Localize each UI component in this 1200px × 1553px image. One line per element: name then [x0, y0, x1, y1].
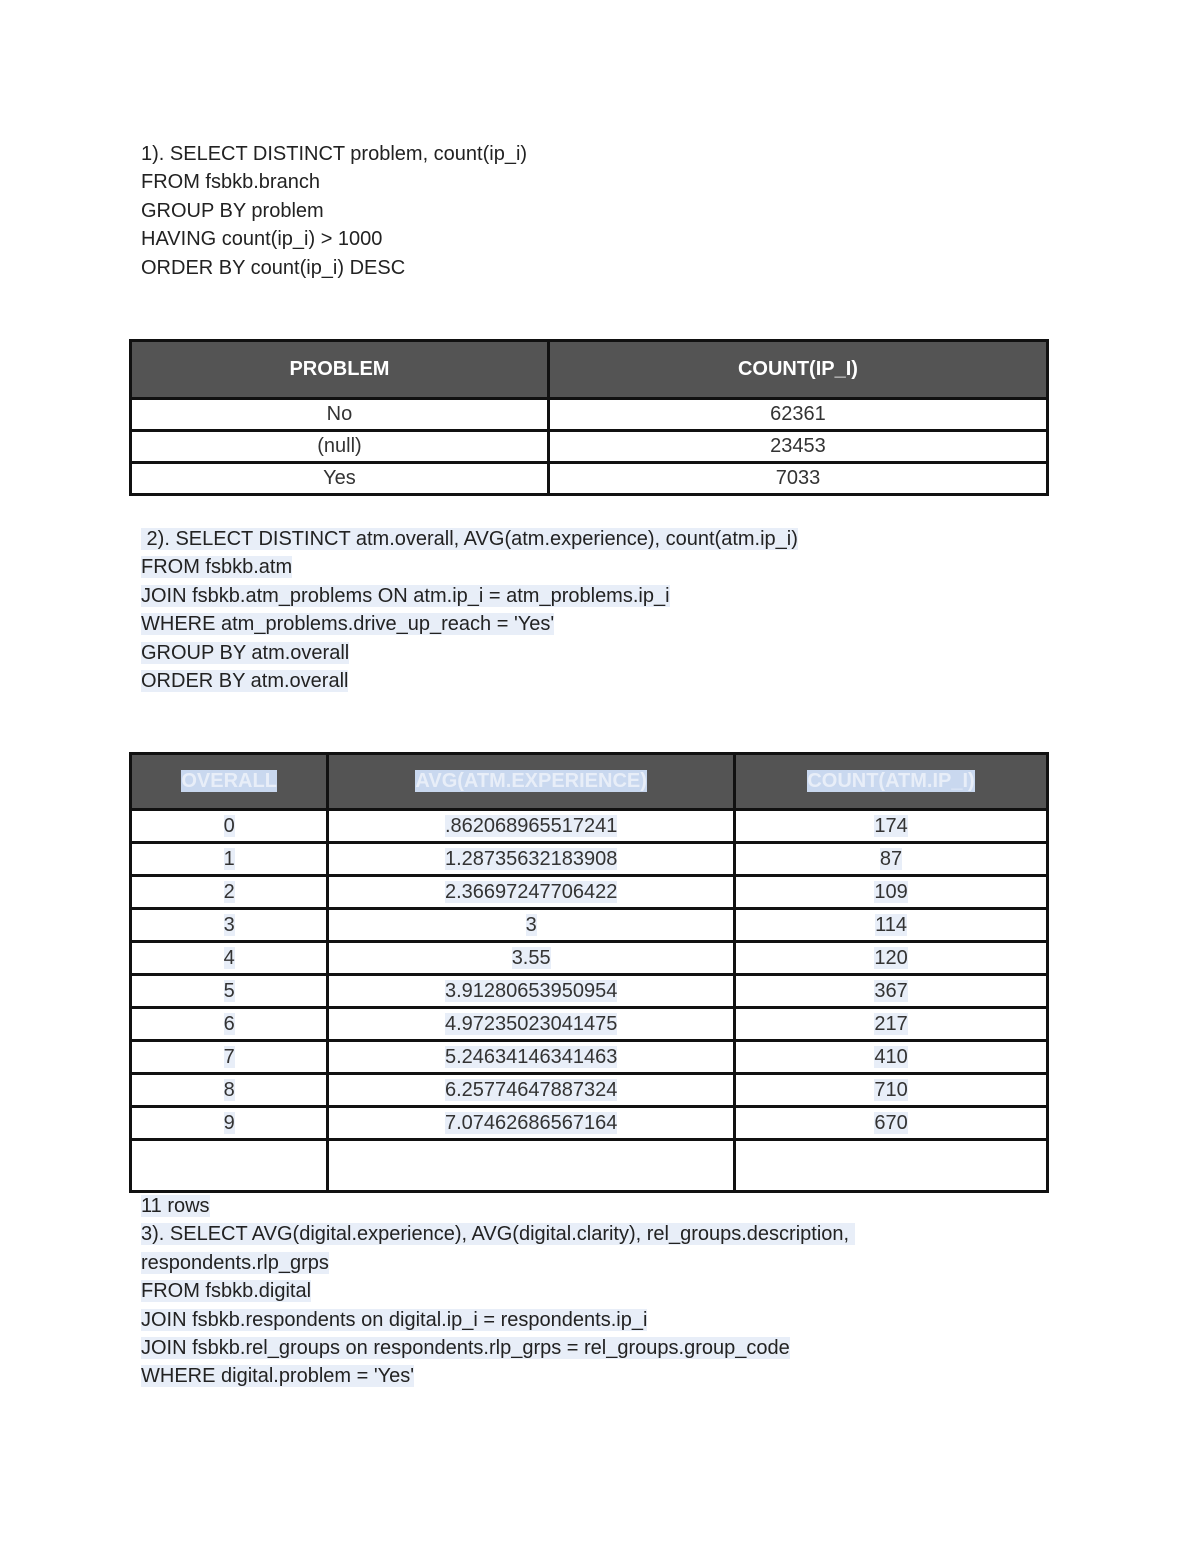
query-3-line: JOIN fsbkb.respondents on digital.ip_i = respondents.ip_i	[141, 1308, 648, 1331]
query-3-text	[141, 1192, 855, 1391]
table-cell: 3.91280653950954	[328, 975, 735, 1008]
table-cell: No	[131, 399, 549, 431]
table-header: AVG(ATM.EXPERIENCE)	[328, 754, 735, 810]
query-3-line: FROM fsbkb.digital	[141, 1280, 312, 1303]
query-2-line: WHERE atm_problems.drive_up_reach = 'Yes'	[141, 613, 555, 636]
table-cell: 410	[735, 1041, 1048, 1074]
table-row	[131, 1008, 1048, 1041]
table-row	[131, 431, 1048, 463]
table-cell: 2	[131, 876, 328, 909]
query-1-text	[141, 140, 527, 282]
table-header: COUNT(IP_I)	[548, 341, 1047, 399]
table-row	[131, 1074, 1048, 1107]
table-row	[131, 876, 1048, 909]
table-cell: 6	[131, 1008, 328, 1041]
query-3-line: WHERE digital.problem = 'Yes'	[141, 1365, 415, 1388]
query-2-line: 2). SELECT DISTINCT atm.overall, AVG(atm.experience), count(atm.ip_i)	[141, 528, 798, 550]
table-header: COUNT(ATM.IP_I)	[735, 754, 1048, 810]
table-cell: 1	[131, 843, 328, 876]
table-row	[131, 1041, 1048, 1074]
table-cell: 109	[735, 876, 1048, 909]
table-cell: 174	[735, 810, 1048, 843]
table-row	[131, 975, 1048, 1008]
query-3-line: respondents.rlp_grps	[141, 1251, 329, 1274]
query-1-line: GROUP BY problem	[141, 199, 324, 222]
table-cell: 9	[131, 1107, 328, 1140]
query-1-line: 1). SELECT DISTINCT problem, count(ip_i)	[141, 143, 528, 165]
table-cell: Yes	[131, 463, 549, 495]
table-row	[131, 1107, 1048, 1140]
table-cell: 0	[131, 810, 328, 843]
atm-overall-table	[129, 752, 1049, 1193]
table-row	[131, 942, 1048, 975]
query-2-line: JOIN fsbkb.atm_problems ON atm.ip_i = atm_problems.ip_i	[141, 584, 670, 607]
query-1-line: HAVING count(ip_i) > 1000	[141, 228, 383, 251]
query-3-line: 3). SELECT AVG(digital.experience), AVG(digital.clarity), rel_groups.description,	[141, 1223, 855, 1246]
table-cell: 217	[735, 1008, 1048, 1041]
query-1-line: FROM fsbkb.branch	[141, 171, 320, 194]
table-row	[131, 909, 1048, 942]
table-cell: (null)	[131, 431, 549, 463]
query-1-line: ORDER BY count(ip_i) DESC	[141, 256, 406, 279]
table-cell: 3	[131, 909, 328, 942]
table-row	[131, 399, 1048, 431]
table-row	[131, 463, 1048, 495]
table-cell: 710	[735, 1074, 1048, 1107]
table-cell: 6.25774647887324	[328, 1074, 735, 1107]
table-cell: 670	[735, 1107, 1048, 1140]
query-2-line: FROM fsbkb.atm	[141, 556, 293, 579]
table-cell: 87	[735, 843, 1048, 876]
table-cell: 7033	[548, 463, 1047, 495]
table-header: OVERALL	[131, 754, 328, 810]
query-2-text	[141, 525, 798, 695]
row-count-label: 11 rows	[141, 1195, 210, 1217]
table-cell: 3.55	[328, 942, 735, 975]
query-2-line: ORDER BY atm.overall	[141, 669, 349, 692]
table-cell: 23453	[548, 431, 1047, 463]
table-row	[131, 810, 1048, 843]
table-header: PROBLEM	[131, 341, 549, 399]
table-row-empty	[131, 1140, 1048, 1192]
table-cell: 367	[735, 975, 1048, 1008]
table-cell: 5.24634146341463	[328, 1041, 735, 1074]
table-cell	[735, 1140, 1048, 1192]
table-cell: 2.36697247706422	[328, 876, 735, 909]
table-row	[131, 843, 1048, 876]
table-cell: 7.07462686567164	[328, 1107, 735, 1140]
table-cell	[328, 1140, 735, 1192]
table-cell: 4.97235023041475	[328, 1008, 735, 1041]
table-cell: 62361	[548, 399, 1047, 431]
problem-count-table	[129, 339, 1049, 496]
table-cell: .862068965517241	[328, 810, 735, 843]
table-cell: 114	[735, 909, 1048, 942]
table-cell: 4	[131, 942, 328, 975]
query-2-line: GROUP BY atm.overall	[141, 641, 350, 664]
table-cell	[131, 1140, 328, 1192]
table-cell: 3	[328, 909, 735, 942]
query-3-line: JOIN fsbkb.rel_groups on respondents.rlp_grps = rel_groups.group_code	[141, 1336, 790, 1359]
table-cell: 5	[131, 975, 328, 1008]
table-cell: 7	[131, 1041, 328, 1074]
table-cell: 8	[131, 1074, 328, 1107]
table-cell: 120	[735, 942, 1048, 975]
table-cell: 1.28735632183908	[328, 843, 735, 876]
